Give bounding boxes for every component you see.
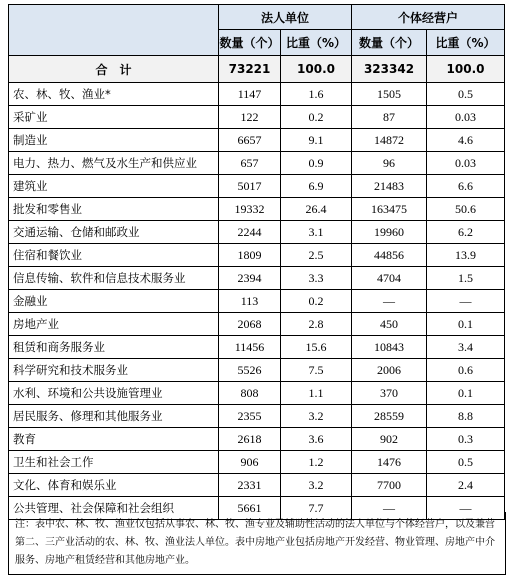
count-legal: 19332 xyxy=(219,198,281,221)
count-legal: 906 xyxy=(219,451,281,474)
ratio-legal: 1.6 xyxy=(281,83,352,106)
ratio-legal: 7.7 xyxy=(281,497,352,520)
count-individual: — xyxy=(352,497,427,520)
industry-label: 卫生和社会工作 xyxy=(9,451,219,474)
table-row xyxy=(9,313,505,336)
ratio-individual: 4.6 xyxy=(427,129,505,152)
ratio-legal: 2.8 xyxy=(281,313,352,336)
ratio-legal: 15.6 xyxy=(281,336,352,359)
ratio-individual: 0.1 xyxy=(427,313,505,336)
count-legal: 2331 xyxy=(219,474,281,497)
header-legal-units: 法人单位 xyxy=(219,5,352,30)
count-individual: 163475 xyxy=(352,198,427,221)
count-individual: 1505 xyxy=(352,83,427,106)
count-legal: 657 xyxy=(219,152,281,175)
total-row xyxy=(9,56,505,83)
ratio-legal: 7.5 xyxy=(281,359,352,382)
ratio-individual: 0.1 xyxy=(427,382,505,405)
ratio-individual: 6.2 xyxy=(427,221,505,244)
count-legal: 2618 xyxy=(219,428,281,451)
industry-label: 教育 xyxy=(9,428,219,451)
ratio-individual: 0.3 xyxy=(427,428,505,451)
table-row xyxy=(9,244,505,267)
count-individual: 902 xyxy=(352,428,427,451)
ratio-individual: 0.6 xyxy=(427,359,505,382)
count-legal: 2068 xyxy=(219,313,281,336)
count-individual: 21483 xyxy=(352,175,427,198)
table-row xyxy=(9,175,505,198)
total-label: 合 计 xyxy=(9,56,219,83)
count-individual: 14872 xyxy=(352,129,427,152)
table-row xyxy=(9,152,505,175)
count-legal: 11456 xyxy=(219,336,281,359)
ratio-legal: 3.2 xyxy=(281,405,352,428)
count-legal: 6657 xyxy=(219,129,281,152)
table-row xyxy=(9,428,505,451)
ratio-legal: 3.2 xyxy=(281,474,352,497)
count-individual: — xyxy=(352,290,427,313)
industry-label: 水利、环境和公共设施管理业 xyxy=(9,382,219,405)
table-row xyxy=(9,198,505,221)
ratio-individual: 3.4 xyxy=(427,336,505,359)
ratio-individual: 1.5 xyxy=(427,267,505,290)
count-legal: 2355 xyxy=(219,405,281,428)
industry-label: 制造业 xyxy=(9,129,219,152)
count-individual: 450 xyxy=(352,313,427,336)
ratio-legal: 3.3 xyxy=(281,267,352,290)
ratio-legal: 0.2 xyxy=(281,106,352,129)
industry-label: 信息传输、软件和信息技术服务业 xyxy=(9,267,219,290)
table-row xyxy=(9,83,505,106)
header-individual-households: 个体经营户 xyxy=(352,5,505,30)
ratio-legal: 0.2 xyxy=(281,290,352,313)
count-legal: 5526 xyxy=(219,359,281,382)
industry-label: 建筑业 xyxy=(9,175,219,198)
ratio-individual: 0.5 xyxy=(427,451,505,474)
table-row xyxy=(9,405,505,428)
table-row xyxy=(9,474,505,497)
ratio-individual: — xyxy=(427,290,505,313)
ratio-individual: — xyxy=(427,497,505,520)
count-legal: 5017 xyxy=(219,175,281,198)
ratio-legal: 1.2 xyxy=(281,451,352,474)
ratio-legal: 26.4 xyxy=(281,198,352,221)
industry-label: 农、林、牧、渔业* xyxy=(9,83,219,106)
table-row xyxy=(9,451,505,474)
ratio-legal: 0.9 xyxy=(281,152,352,175)
ratio-individual: 0.03 xyxy=(427,106,505,129)
ratio-individual: 6.6 xyxy=(427,175,505,198)
table-row xyxy=(9,359,505,382)
count-individual: 370 xyxy=(352,382,427,405)
ratio-legal: 1.1 xyxy=(281,382,352,405)
total-ratio-legal: 100.0 xyxy=(281,56,352,83)
ratio-legal: 3.1 xyxy=(281,221,352,244)
table-footnote: 注：表中农、林、牧、渔业仅包括从事农、林、牧、渔专业及辅助性活动的法人单位与个体经营户，以及兼营第二、三产业活动的农、林、牧、渔业法人单位。表中房地产业包括房地产开发经营、物业管理、房地产中介服务、房地产租赁经营和其他房地产业。 xyxy=(8,512,506,575)
ratio-individual: 8.8 xyxy=(427,405,505,428)
industry-label: 居民服务、修理和其他服务业 xyxy=(9,405,219,428)
count-individual: 10843 xyxy=(352,336,427,359)
header-count-individual: 数量（个） xyxy=(352,30,427,56)
header-ratio-legal: 比重（%） xyxy=(281,30,352,56)
count-legal: 2244 xyxy=(219,221,281,244)
industry-label: 科学研究和技术服务业 xyxy=(9,359,219,382)
count-legal: 1809 xyxy=(219,244,281,267)
count-individual: 87 xyxy=(352,106,427,129)
ratio-legal: 3.6 xyxy=(281,428,352,451)
industry-label: 批发和零售业 xyxy=(9,198,219,221)
table-body xyxy=(9,56,505,520)
count-legal: 5661 xyxy=(219,497,281,520)
ratio-individual: 0.5 xyxy=(427,83,505,106)
industry-label: 交通运输、仓储和邮政业 xyxy=(9,221,219,244)
industry-label: 采矿业 xyxy=(9,106,219,129)
count-legal: 1147 xyxy=(219,83,281,106)
header-corner xyxy=(9,5,219,56)
total-count-individual: 323342 xyxy=(352,56,427,83)
count-individual: 2006 xyxy=(352,359,427,382)
header-count-legal: 数量（个） xyxy=(219,30,281,56)
count-individual: 7700 xyxy=(352,474,427,497)
count-individual: 28559 xyxy=(352,405,427,428)
table-row xyxy=(9,290,505,313)
ratio-individual: 50.6 xyxy=(427,198,505,221)
table-row xyxy=(9,221,505,244)
ratio-individual: 2.4 xyxy=(427,474,505,497)
table-row xyxy=(9,336,505,359)
ratio-legal: 2.5 xyxy=(281,244,352,267)
industry-label: 金融业 xyxy=(9,290,219,313)
industry-label: 住宿和餐饮业 xyxy=(9,244,219,267)
total-ratio-individual: 100.0 xyxy=(427,56,505,83)
count-individual: 4704 xyxy=(352,267,427,290)
table-row xyxy=(9,106,505,129)
count-individual: 1476 xyxy=(352,451,427,474)
count-legal: 808 xyxy=(219,382,281,405)
count-individual: 19960 xyxy=(352,221,427,244)
count-individual: 44856 xyxy=(352,244,427,267)
industry-label: 电力、热力、燃气及水生产和供应业 xyxy=(9,152,219,175)
count-legal: 113 xyxy=(219,290,281,313)
table-row xyxy=(9,382,505,405)
table-header xyxy=(9,5,505,56)
ratio-legal: 9.1 xyxy=(281,129,352,152)
ratio-legal: 6.9 xyxy=(281,175,352,198)
statistics-table xyxy=(8,4,505,520)
table-row xyxy=(9,267,505,290)
count-individual: 96 xyxy=(352,152,427,175)
industry-label: 租赁和商务服务业 xyxy=(9,336,219,359)
header-ratio-individual: 比重（%） xyxy=(427,30,505,56)
ratio-individual: 0.03 xyxy=(427,152,505,175)
total-count-legal: 73221 xyxy=(219,56,281,83)
table-row xyxy=(9,129,505,152)
count-legal: 122 xyxy=(219,106,281,129)
ratio-individual: 13.9 xyxy=(427,244,505,267)
industry-label: 文化、体育和娱乐业 xyxy=(9,474,219,497)
industry-label: 房地产业 xyxy=(9,313,219,336)
count-legal: 2394 xyxy=(219,267,281,290)
industry-label: 公共管理、社会保障和社会组织 xyxy=(9,497,219,520)
